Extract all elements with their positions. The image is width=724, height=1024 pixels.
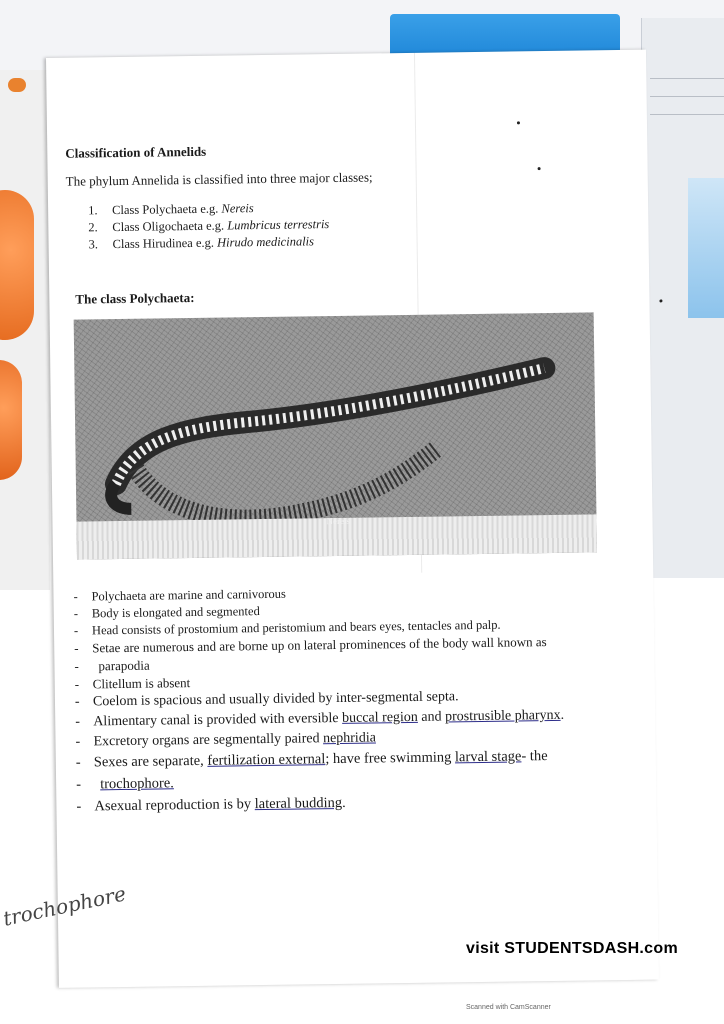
ink-speck	[517, 121, 520, 124]
list-item: - Body is elongated and segmented	[74, 599, 654, 624]
list-item: - Setae are numerous and are borne up on lateral prominences of the body wall known as	[74, 633, 654, 659]
figure-caption: Nereis	[326, 515, 351, 527]
list-item: - Coelom is spacious and usually divided by inter-segmental septa.	[75, 687, 655, 715]
document-page	[46, 50, 659, 988]
list-item: 1. Class Polychaeta e.g. Nereis	[88, 201, 254, 218]
orange-object	[8, 78, 26, 92]
list-item: - Head consists of prostomium and peristomium and bears eyes, tentacles and palp.	[74, 616, 654, 641]
handwritten-note: trochophore	[0, 881, 129, 931]
orange-object	[0, 360, 22, 480]
background-papers	[641, 18, 724, 578]
list-item: - Clitellum is absent	[75, 669, 655, 695]
list-item: - Polychaeta are marine and carnivorous	[73, 582, 653, 607]
page-title: Classification of Annelids	[65, 143, 207, 161]
ink-speck	[538, 167, 541, 170]
list-item-continuation: - parapodia	[74, 651, 654, 677]
list-item: 3. Class Hirudinea e.g. Hirudo medicinalis	[88, 234, 315, 252]
list-item: - Excretory organs are segmentally paired nephridia	[75, 727, 655, 755]
list-item: 2. Class Oligochaeta e.g. Lumbricus terrestris	[88, 217, 330, 235]
promo-text: visit STUDENTSDASH.com	[466, 940, 678, 957]
list-item-continuation: - trochophore.	[76, 769, 656, 799]
list-item: - Alimentary canal is provided with eversible buccal region and prostrusible pharynx.	[75, 707, 655, 735]
nereis-photo	[74, 312, 597, 559]
orange-object	[0, 190, 34, 340]
section-heading: The class Polychaeta:	[75, 289, 195, 307]
list-item: - Asexual reproduction is by lateral budding.	[76, 791, 656, 821]
intro-text: The phylum Annelida is classified into three major classes;	[65, 169, 373, 189]
ink-speck	[659, 299, 662, 302]
list-item: - Sexes are separate, fertilization external; have free swimming larval stage- the	[76, 747, 656, 777]
scanner-watermark: Scanned with CamScanner	[466, 1004, 551, 1011]
polychaeta-features	[73, 582, 656, 821]
class-list	[88, 200, 330, 254]
